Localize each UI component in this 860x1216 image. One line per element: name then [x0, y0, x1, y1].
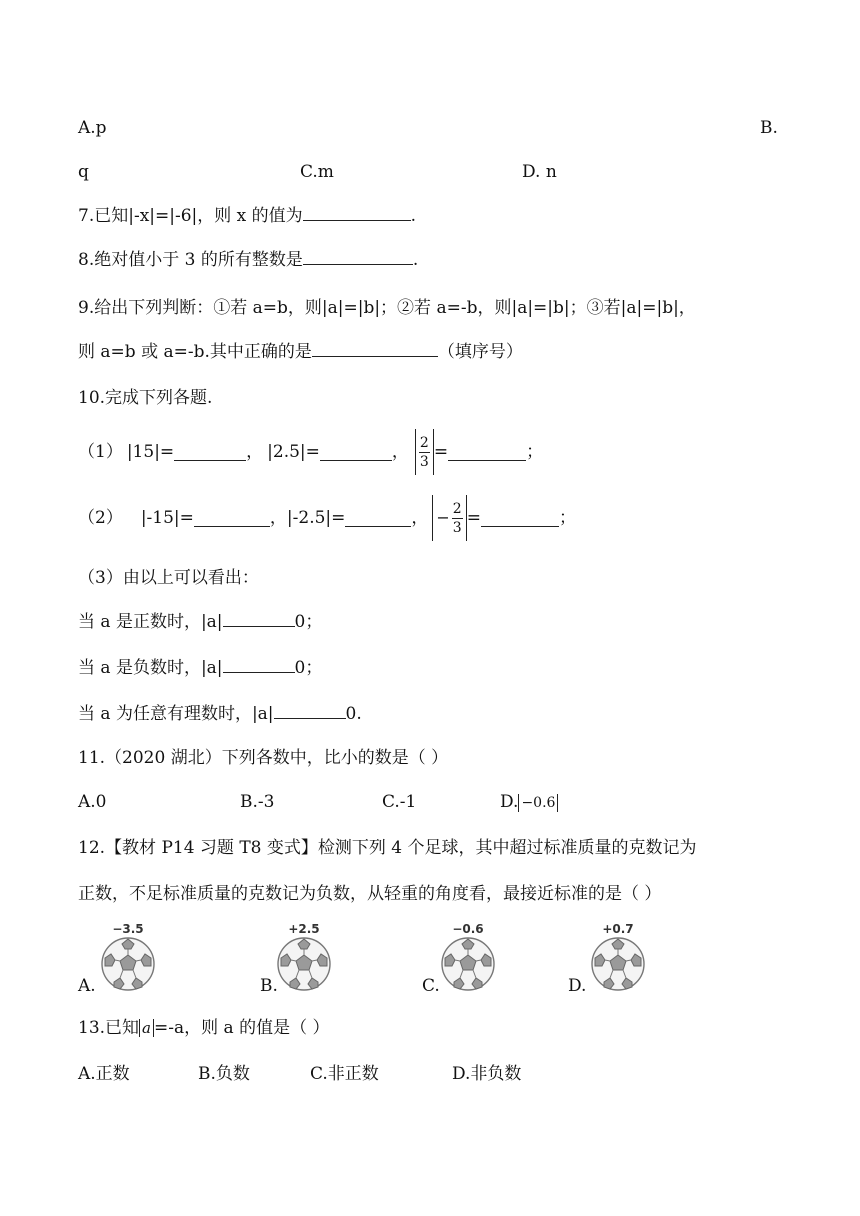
q7-text: 7.已知|-x|=|-6|，则 x 的值为	[78, 206, 303, 226]
denominator: 3	[452, 519, 462, 536]
q12-option-c-letter: C.	[422, 976, 440, 996]
semicolon: ；	[526, 442, 544, 462]
question-9-line-1: 9.给出下列判断：①若 a=b，则|a|=|b|；②若 a=-b，则|a|=|b|；③若|a|=|b|，	[78, 298, 696, 318]
question-12-line-2: 正数，不足标准质量的克数记为负数，从轻重的角度看，最接近标准的是（ ）	[78, 884, 662, 904]
minus-sign: −	[436, 508, 450, 527]
question-11: 11.（2020 湖北）下列各数中，比小的数是（ ）	[78, 748, 449, 768]
question-8	[78, 248, 418, 272]
equals: =	[466, 508, 481, 528]
q6-option-a: A.p	[78, 118, 107, 138]
comma: ，	[411, 508, 429, 528]
q10-p1-blank-3[interactable]	[448, 444, 526, 461]
q6-option-c: C.m	[300, 162, 334, 182]
equals: =	[433, 442, 449, 462]
q12-option-a-letter: A.	[78, 976, 96, 996]
q13-option-a: A.正数	[78, 1064, 130, 1084]
q13-option-c: C.非正数	[310, 1064, 379, 1084]
q10-p1-label: （1）	[78, 442, 123, 462]
question-10-part-3: （3）由以上可以看出：	[78, 568, 259, 588]
q12-ball-a	[98, 922, 158, 996]
q10-conclusion-any	[78, 702, 362, 726]
abs-a: a	[139, 1019, 154, 1037]
q6-option-d: D. n	[522, 162, 557, 182]
question-7	[78, 204, 416, 228]
denominator: 3	[419, 453, 429, 470]
q10-p2-label: （2）	[78, 508, 123, 528]
abs-neg-0-6: −0.6	[518, 794, 558, 812]
question-10-part-2	[78, 494, 576, 542]
q10-conclusion-negative	[78, 656, 322, 680]
comma: ，	[391, 442, 409, 462]
q13-option-b: B.负数	[198, 1064, 250, 1084]
q7-answer-blank[interactable]	[303, 204, 411, 221]
ball-value: +0.7	[602, 922, 634, 936]
q11-option-a: A.0	[78, 792, 107, 812]
q13-text: 13.已知	[78, 1018, 140, 1038]
q10-conclusion-blank-3[interactable]	[274, 702, 346, 719]
numerator: 2	[452, 500, 462, 517]
soccer-ball-icon	[590, 936, 646, 992]
q13-text-end: =-a，则 a 的值是（ ）	[154, 1018, 330, 1038]
fraction-two-thirds	[419, 434, 430, 471]
q9-answer-blank[interactable]	[312, 340, 438, 357]
q10-p1-abs-15: |15|=	[126, 442, 175, 462]
conclusion-text: 当 a 为任意有理数时，|a|	[78, 704, 274, 724]
soccer-ball-icon	[440, 936, 496, 992]
q10-p1-abs-fraction	[415, 429, 434, 475]
fraction-two-thirds	[452, 500, 463, 537]
conclusion-text: 当 a 是负数时，|a|	[78, 658, 223, 678]
q10-conclusion-blank-1[interactable]	[223, 610, 295, 627]
q11-option-c: C.-1	[382, 792, 417, 812]
q11-option-b: B.-3	[240, 792, 275, 812]
q6-option-b-continued: q	[78, 162, 89, 182]
option-letter: D.	[500, 792, 519, 812]
q12-ball-c	[438, 922, 498, 996]
question-12-line-1: 12.【教材 P14 习题 T8 变式】检测下列 4 个足球，其中超过标准质量的克数记为	[78, 838, 697, 858]
q10-p2-abs-neg-15: |-15|=	[140, 508, 194, 528]
q10-p2-abs-neg-2-5: |-2.5|=	[286, 508, 346, 528]
q8-answer-blank[interactable]	[303, 248, 413, 265]
q10-p2-abs-fraction	[432, 495, 466, 541]
q12-ball-d	[588, 922, 648, 996]
q12-option-d-letter: D.	[568, 976, 587, 996]
comma: ，	[269, 508, 287, 528]
conclusion-text: 当 a 是正数时，|a|	[78, 612, 223, 632]
question-9-line-2	[78, 340, 523, 364]
ball-value: −0.6	[452, 922, 484, 936]
q6-option-b: B.	[760, 118, 778, 138]
q8-text: 8.绝对值小于 3 的所有整数是	[78, 250, 303, 270]
conclusion-end: 0；	[294, 612, 323, 632]
conclusion-end: 0；	[294, 658, 323, 678]
ball-value: +2.5	[288, 922, 320, 936]
numerator: 2	[419, 434, 429, 451]
conclusion-end: 0.	[345, 704, 362, 724]
soccer-ball-icon	[276, 936, 332, 992]
q8-period: .	[412, 250, 419, 270]
q7-period: .	[410, 206, 417, 226]
soccer-ball-icon	[100, 936, 156, 992]
q10-conclusion-blank-2[interactable]	[223, 656, 295, 673]
q10-p1-abs-2-5: |2.5|=	[267, 442, 320, 462]
comma: ，	[246, 442, 264, 462]
q9-fill-hint: （填序号）	[437, 342, 523, 362]
q10-p1-blank-1[interactable]	[174, 444, 246, 461]
q10-p2-blank-3[interactable]	[481, 510, 559, 527]
question-10-title: 10.完成下列各题.	[78, 388, 213, 408]
question-13	[78, 1016, 329, 1040]
q10-p2-blank-2[interactable]	[345, 510, 411, 527]
ball-value: −3.5	[112, 922, 144, 936]
q10-p1-blank-2[interactable]	[320, 444, 392, 461]
q12-option-b-letter: B.	[260, 976, 278, 996]
q11-option-d	[500, 790, 558, 814]
q10-conclusion-positive	[78, 610, 322, 634]
semicolon: ；	[558, 508, 576, 528]
q10-p2-blank-1[interactable]	[194, 510, 270, 527]
q13-option-d: D.非负数	[452, 1064, 522, 1084]
q12-ball-b	[274, 922, 334, 996]
question-10-part-1	[78, 428, 543, 476]
q9-text: 则 a=b 或 a=-b.其中正确的是	[78, 342, 312, 362]
